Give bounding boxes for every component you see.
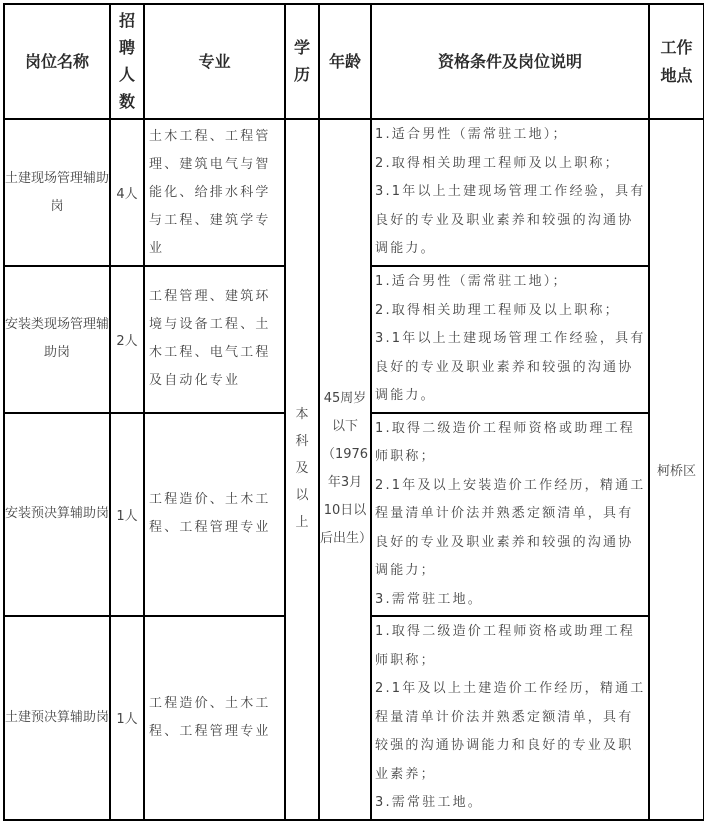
age-requirement <box>319 119 371 820</box>
requirement-item: 3.需常驻工地。 <box>375 795 484 810</box>
requirement-item: 1.适合男性（需常驻工地）； <box>375 127 568 142</box>
requirements-description <box>371 413 649 617</box>
header-major: 专业 <box>144 4 285 119</box>
work-location: 柯桥区 <box>649 119 704 820</box>
header-education-label: 学历 <box>293 38 310 84</box>
header-location <box>649 4 704 119</box>
position-name: 安装类现场管理辅助岗 <box>4 266 110 413</box>
major-requirement: 土木工程、工程管理、建筑电气与智能化、给排水科学与工程、建筑学专业 <box>144 119 285 266</box>
header-requirements: 资格条件及岗位说明 <box>371 4 649 119</box>
requirements-description <box>371 266 649 413</box>
requirement-item: 2.1年及以上土建造价工作经历，精通工程量清单计价法并熟悉定额清单，具有较强的沟通协调能力和良好的专业及职业素养； <box>375 681 646 782</box>
requirement-item: 1.取得二级造价工程师资格或助理工程师职称； <box>375 624 636 668</box>
major-requirement: 工程造价、土木工程、工程管理专业 <box>144 413 285 617</box>
requirement-item: 3.1年以上土建现场管理工作经验，具有良好的专业及职业素养和较强的沟通协调能力。 <box>375 331 646 403</box>
education-requirement <box>285 119 319 820</box>
hire-count: 4人 <box>110 119 144 266</box>
position-name: 安装预决算辅助岗 <box>4 413 110 617</box>
requirement-item: 3.1年以上土建现场管理工作经验，具有良好的专业及职业素养和较强的沟通协调能力。 <box>375 184 646 256</box>
requirement-item: 2.取得相关助理工程师及以上职称； <box>375 155 620 171</box>
requirement-item: 1.适合男性（需常驻工地）； <box>375 274 568 289</box>
header-age: 年龄 <box>319 4 371 119</box>
requirement-item: 2.1年及以上安装造价工作经历，精通工程量清单计价法并熟悉定额清单，具有良好的专业及职业素养和较强的沟通协调能力； <box>375 477 646 578</box>
position-name: 土建现场管理辅助岗 <box>4 119 110 266</box>
hire-count: 1人 <box>110 413 144 617</box>
hire-count: 2人 <box>110 266 144 413</box>
requirement-item: 3.需常驻工地。 <box>375 591 484 607</box>
age-text-line1: 45周岁以下 <box>323 391 367 435</box>
header-education <box>285 4 319 119</box>
hire-count: 1人 <box>110 616 144 820</box>
header-position: 岗位名称 <box>4 4 110 119</box>
major-requirement: 工程管理、建筑环境与设备工程、土木工程、电气工程及自动化专业 <box>144 266 285 413</box>
age-text-line2: （1976年3月10日以后出生） <box>320 447 373 547</box>
header-count-label: 招聘人数 <box>118 11 135 111</box>
education-text: 本科及以上 <box>295 407 309 531</box>
requirement-item: 2.取得相关助理工程师及以上职称； <box>375 302 620 318</box>
requirements-description <box>371 119 649 266</box>
header-count <box>110 4 144 119</box>
position-name: 土建预决算辅助岗 <box>4 616 110 820</box>
major-requirement: 工程造价、土木工程、工程管理专业 <box>144 616 285 820</box>
table-row <box>4 119 704 266</box>
header-location-label: 工作地点 <box>660 37 693 85</box>
recruitment-table <box>3 3 704 821</box>
requirement-item: 1.取得二级造价工程师资格或助理工程师职称； <box>375 420 636 464</box>
header-row <box>4 4 704 119</box>
requirements-description <box>371 616 649 820</box>
